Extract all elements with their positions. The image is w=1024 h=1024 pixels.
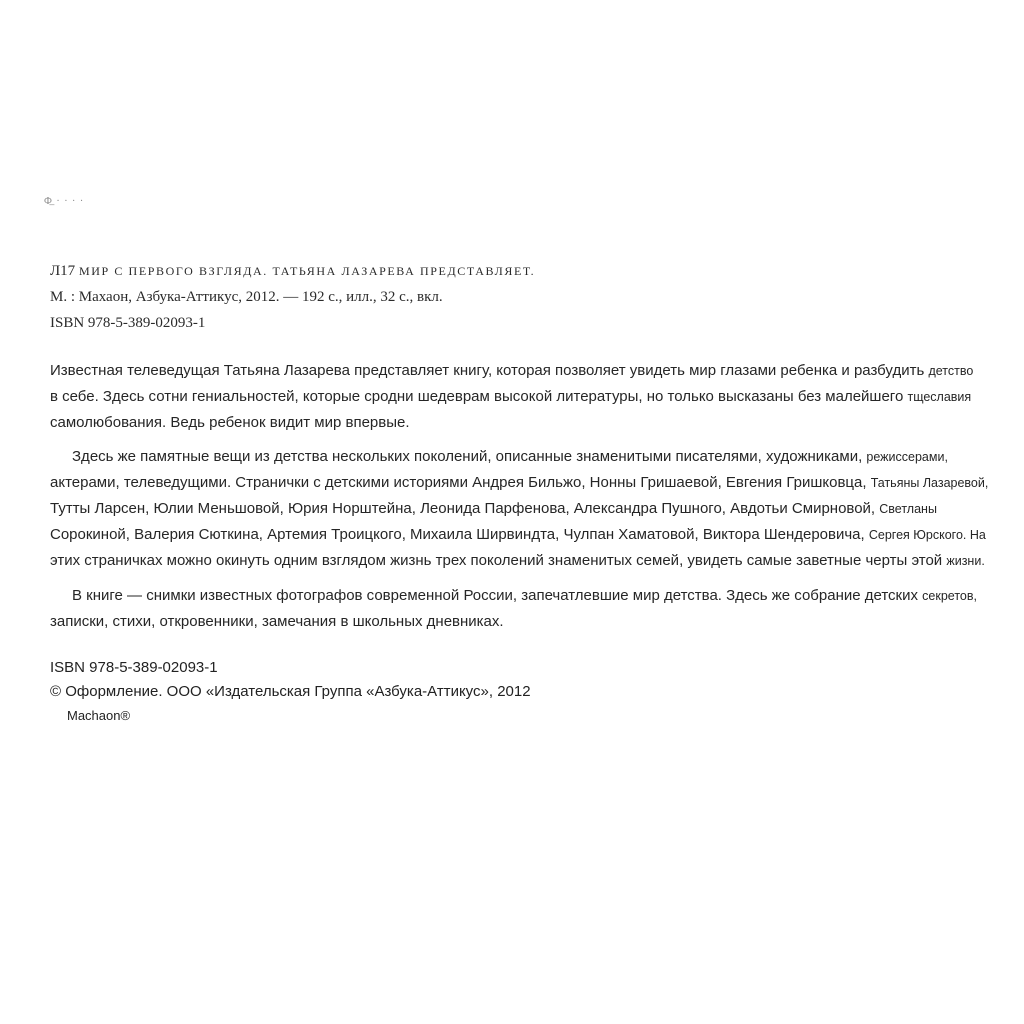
annotation-line: Здесь же памятные вещи из детства нескольких поколений, описанные знаменитыми писателями, художниками, режиссерами, (72, 448, 948, 465)
annotation-line: Тутты Ларсен, Юлии Меньшовой, Юрия Норштейна, Леонида Парфенова, Александра Пушного, Авдотьи Смирновой, Светланы (50, 500, 937, 517)
biblio-isbn: ISBN 978-5-389-02093-1 (50, 315, 206, 331)
biblio-heading (50, 258, 1010, 284)
publisher-line: М. : Махаон, Азбука-Аттикус, 2012. — 192 с., илл., 32 с., вкл. (50, 289, 443, 305)
annotation-line: актерами, телеведущими. Странички с детскими историями Андрея Бильжо, Нонны Гришаевой, Евгения Гришковца, Татьяны Лазаревой, (50, 474, 989, 491)
annotation-line: самолюбования. Ведь ребенок видит мир впервые. (50, 414, 410, 431)
annotation-paragraph (50, 444, 1024, 574)
annotation-line: В книге — снимки известных фотографов современной России, запечатлевшие мир детства. Здесь же собрание детских секретов, (72, 587, 977, 604)
annotation-paragraph (50, 358, 1024, 435)
annotation-line: этих страничках можно окинуть одним взглядом жизнь трех поколений знаменитых семей, увидеть самые заветные черты этой жизни. (50, 552, 985, 569)
annotation-line: записки, стихи, откровенники, замечания в школьных дневниках. (50, 613, 504, 630)
imprint-isbn: ISBN 978-5-389-02093-1 (50, 659, 218, 676)
annotation-paragraph (50, 583, 1024, 634)
imprint-block (50, 656, 531, 728)
blank-margin (0, 818, 1024, 1024)
annotation-line: Известная телеведущая Татьяна Лазарева представляет книгу, которая позволяет увидеть мир глазами ребенка и разбудить детство (50, 362, 974, 379)
annotation-line: в себе. Здесь сотни гениальностей, которые сродни шедеврам высокой литературы, но только высказаны без малейшего тщеславия (50, 388, 972, 405)
copyright-line: © Оформление. ООО «Издательская Группа «Азбука-Аттикус», 2012 (50, 683, 531, 700)
annotation (50, 358, 1024, 643)
bibliographic-record (50, 258, 1010, 336)
publisher-brand: Machaon® (67, 708, 131, 723)
udk-mark: Ф̲ · · · · (44, 196, 85, 207)
catalog-code: Л17 (50, 263, 76, 279)
annotation-line: Сорокиной, Валерия Сюткина, Артемия Троицкого, Михаила Ширвиндта, Чулпан Хаматовой, Виктора Шендеровича, Сергея Юрского. На (50, 526, 986, 543)
book-title: МИР С ПЕРВОГО ВЗГЛЯДА. ТАТЬЯНА ЛАЗАРЕВА ПРЕДСТАВЛЯЕТ. (78, 264, 536, 278)
